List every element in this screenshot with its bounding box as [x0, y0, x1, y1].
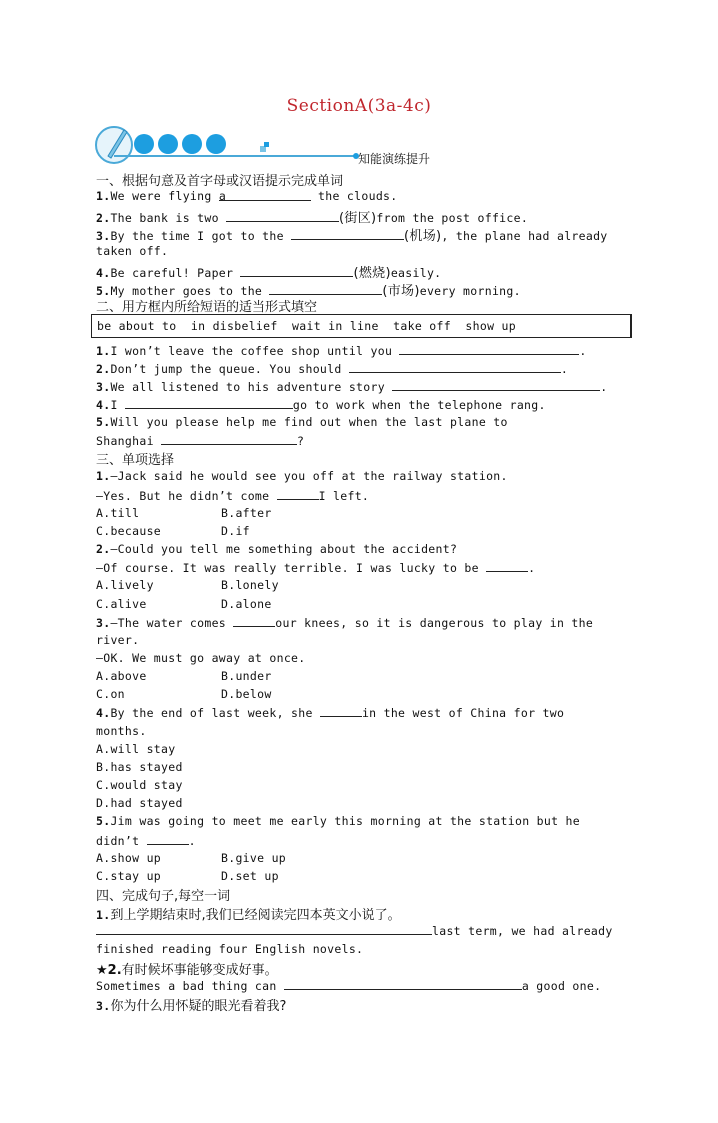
answer-blank[interactable] [320, 705, 362, 717]
option-b[interactable]: B.has stayed [96, 760, 183, 774]
phrase-box: be about to in disbelief wait in line take off show up [91, 314, 632, 338]
p3-q1-l1: 1.—Jack said he would see you off at the railway station. [96, 469, 508, 483]
answer-blank[interactable] [240, 265, 353, 277]
p3-q4-l1: 4.By the end of last week, she in the west of China for two [96, 706, 565, 720]
p3-q3-l1: 3.—The water comes our knees, so it is dangerous to play in the [96, 616, 594, 630]
p3-q3-l2: river. [96, 633, 140, 647]
p3-q1-l2: —Yes. But he didn’t come I left. [96, 489, 370, 503]
answer-blank[interactable] [161, 433, 297, 445]
p2-q1: 1.I won’t leave the coffee shop until you . [96, 344, 587, 358]
option-d[interactable]: D.had stayed [96, 796, 183, 810]
banner-label: 知能演练提升 [358, 152, 431, 166]
page-title: SectionA(3a-4c) [286, 96, 432, 116]
part3-heading: 三、单项选择 [96, 453, 175, 468]
p1-q4: 4.Be careful! Paper (燃烧)easily. [96, 266, 442, 281]
p3-q5-l1: 5.Jim was going to meet me early this morning at the station but he [96, 814, 580, 828]
option-c[interactable]: C.would stay [96, 778, 183, 792]
p1-q3-cont: taken off. [96, 244, 169, 258]
p2-q5: 5.Will you please help me find out when the last plane to [96, 415, 508, 429]
option-c[interactable]: C.alive [96, 597, 147, 611]
answer-blank[interactable]: a [219, 189, 311, 201]
p4-q2-line: Sometimes a bad thing can a good one. [96, 979, 602, 993]
answer-blank[interactable] [269, 283, 382, 295]
answer-blank[interactable] [96, 923, 432, 935]
option-d[interactable]: D.below [221, 687, 272, 701]
option-b[interactable]: B.lonely [221, 578, 279, 592]
p2-q5-cont: Shanghai ? [96, 434, 305, 448]
p2-q2: 2.Don’t jump the queue. You should . [96, 362, 569, 376]
option-a[interactable]: A.lively [96, 578, 154, 592]
option-a[interactable]: A.above [96, 669, 147, 683]
p3-q2-l1: 2.—Could you tell me something about the accident? [96, 542, 458, 556]
p4-q2-cn: ★2.有时候坏事能够变成好事。 [96, 963, 278, 978]
p3-q2-l2: —Of course. It was really terrible. I was lucky to be . [96, 561, 536, 575]
option-a[interactable]: A.will stay [96, 742, 176, 756]
p1-q1: 1.We were flying a the clouds. [96, 189, 398, 203]
answer-blank[interactable] [486, 560, 528, 572]
p2-q3: 3.We all listened to his adventure story . [96, 380, 608, 394]
part1-heading: 一、根据句意及首字母或汉语提示完成单词 [96, 174, 344, 189]
answer-blank[interactable] [277, 488, 319, 500]
p3-q4-l2: months. [96, 724, 147, 738]
option-b[interactable]: B.after [221, 506, 272, 520]
p4-q3-cn: 3.你为什么用怀疑的眼光看着我? [96, 999, 287, 1014]
answer-blank[interactable] [147, 833, 189, 845]
option-b[interactable]: B.give up [221, 851, 287, 865]
answer-blank[interactable] [125, 397, 293, 409]
option-a[interactable]: A.till [96, 506, 140, 520]
answer-blank[interactable] [226, 210, 339, 222]
option-d[interactable]: D.alone [221, 597, 272, 611]
p1-q5: 5.My mother goes to the (市场)every morning. [96, 284, 521, 299]
option-d[interactable]: D.if [221, 524, 250, 538]
option-c[interactable]: C.because [96, 524, 162, 538]
option-c[interactable]: C.stay up [96, 869, 162, 883]
part4-heading: 四、完成句子,每空一词 [96, 889, 231, 904]
answer-blank[interactable] [349, 361, 561, 373]
p4-q1-l2: finished reading four English novels. [96, 942, 364, 956]
answer-blank[interactable] [284, 978, 522, 990]
p1-q2: 2.The bank is two (街区)from the post office. [96, 211, 529, 226]
option-b[interactable]: B.under [221, 669, 272, 683]
p2-q4: 4.I go to work when the telephone rang. [96, 398, 546, 412]
answer-blank[interactable] [392, 379, 600, 391]
p3-q5-l2: didn’t . [96, 834, 196, 848]
option-d[interactable]: D.set up [221, 869, 279, 883]
option-a[interactable]: A.show up [96, 851, 162, 865]
answer-blank[interactable] [291, 228, 404, 240]
p4-q1-cn: 1.到上学期结束时,我们已经阅读完四本英文小说了。 [96, 908, 401, 923]
p1-q3: 3.By the time I got to the (机场), the plane had already [96, 229, 608, 244]
answer-blank[interactable] [399, 343, 579, 355]
p3-q3-l3: —OK. We must go away at once. [96, 651, 306, 665]
option-c[interactable]: C.on [96, 687, 125, 701]
answer-blank[interactable] [233, 615, 275, 627]
part2-heading: 二、用方框内所给短语的适当形式填空 [96, 300, 318, 315]
p4-q1-l1: last term, we had already [96, 923, 613, 938]
